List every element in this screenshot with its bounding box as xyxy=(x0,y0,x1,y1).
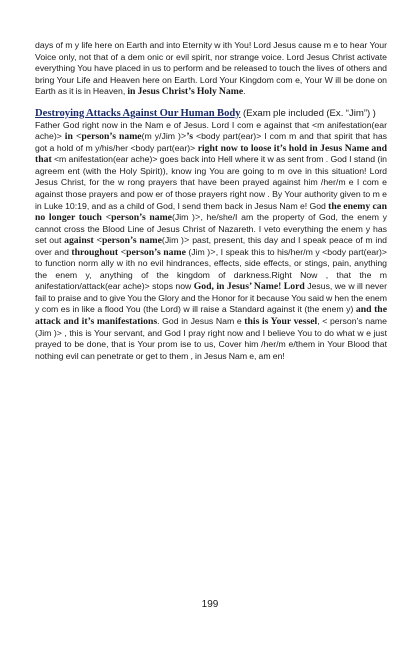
section-heading: Destroying Attacks Against Our Human Body xyxy=(35,107,241,119)
prayer-text: (Jim ) xyxy=(161,235,184,246)
prayer-text: (m y/Jim ) xyxy=(141,131,181,142)
prayer-bold-text: > xyxy=(183,235,190,247)
prayer-text: (Jim ) xyxy=(171,212,195,223)
prayer-text: <m anifestation(ear ache)> goes back into Hell where it w as sent from . God I stand (in agreem ent (with the Holy Spirit)), know ing You are going to m ove in this situation! Lord Jesus Christ, for the w rong prayers that have been prayed against him /her/m e I com e against those prayers and pow er of those prayers right now . By Your authority given to m e in Luke 10:19, and as a child of God, I send them back in Jesus Nam e! God xyxy=(35,154,387,211)
prayer-bold-text: >’s xyxy=(180,131,194,143)
prayer-paragraph xyxy=(35,120,387,362)
prayer-bold-text: throughout <person’s name xyxy=(71,246,186,258)
prayer-text: (Jim ) xyxy=(185,246,211,257)
page-body xyxy=(35,40,387,362)
prayer-bold-text: in <person’s name xyxy=(64,131,142,143)
intro-text: days of m y life here on Earth and into Eternity w ith You! Lord Jesus cause m e to hear Your Voice only, not that of a dem onic or evil spirit, nor strange voice. Lord Jesus Christ activate everything You have placed in us to perform and be released to touch the lives of others and bring Your Life and Heaven here on Earth. Lord Your Kingdom com e, Your W ill be done on Earth as it is in Heaven, xyxy=(35,40,387,97)
prayer-text: . God in Jesus Nam e xyxy=(157,316,245,327)
prayer-bold-text: the enemy can no longer touch <person’s name xyxy=(35,200,387,224)
prayer-text: past, present, this day and I speak peace of m ind over and xyxy=(35,235,387,257)
prayer-bold-text: God, in Jesus’ Name! Lord xyxy=(193,281,305,293)
intro-paragraph xyxy=(35,40,387,98)
page-number: 199 xyxy=(201,599,219,610)
prayer-text: , he/she/I am the property of God, the enem y cannot cross the Blood Line of Jesus Christ of Nazareth. I veto everything the enem y has set out xyxy=(35,212,387,246)
intro-end: . xyxy=(243,86,246,97)
prayer-bold-text: right now to loose it’s hold in Jesus Name and that xyxy=(35,142,387,166)
prayer-bold-text: > xyxy=(210,246,216,258)
prayer-text: , I speak this to his/her/m y <body part(ear)> to function norm ally w ith no evil hindrances, effects, side effects, or stings, pain, anything the enem y, anything of the kingdom of darkness.Right Now , that the m anifestation/attack(ear ache)> stops now xyxy=(35,246,387,292)
prayer-text: <body part(ear)> I com m and that spirit that has got a hold of m y/his/her <body part(ear)> xyxy=(35,131,387,153)
section-heading-line xyxy=(35,108,387,120)
prayer-bold-text: and the attack and it’s manifestations xyxy=(35,304,387,328)
prayer-text: Father God right now in the Nam e of Jesus. Lord I com e against that <m anifestation(ear ache)> xyxy=(35,119,387,142)
prayer-bold-text: against <person’s name xyxy=(64,235,162,247)
prayer-text: , < person’s name (Jim )> , this is Your servant, and God I pray right now and I believe You to do what w e just prayed to be done, that is Your prom ise to us, Cover him /her/m e/them in Your Blood that nothing evil can penetrate or get to them , in Jesus Nam e, am en! xyxy=(35,316,387,361)
intro-bold-text: in Jesus Christ’s Holy Name xyxy=(127,86,244,98)
prayer-text: Jesus, we w ill never fail to praise and to give You the Glory and the Honor for it because You said w hen the enem y com es in like a flood You (the Lord) w ill raise a Standard against it (the enem y) xyxy=(35,281,387,315)
prayer-bold-text: > xyxy=(194,212,201,224)
section-example-note: (Exam ple included (Ex. “Jim”) ) xyxy=(240,107,376,119)
prayer-bold-text: this is Your vessel xyxy=(244,316,318,328)
